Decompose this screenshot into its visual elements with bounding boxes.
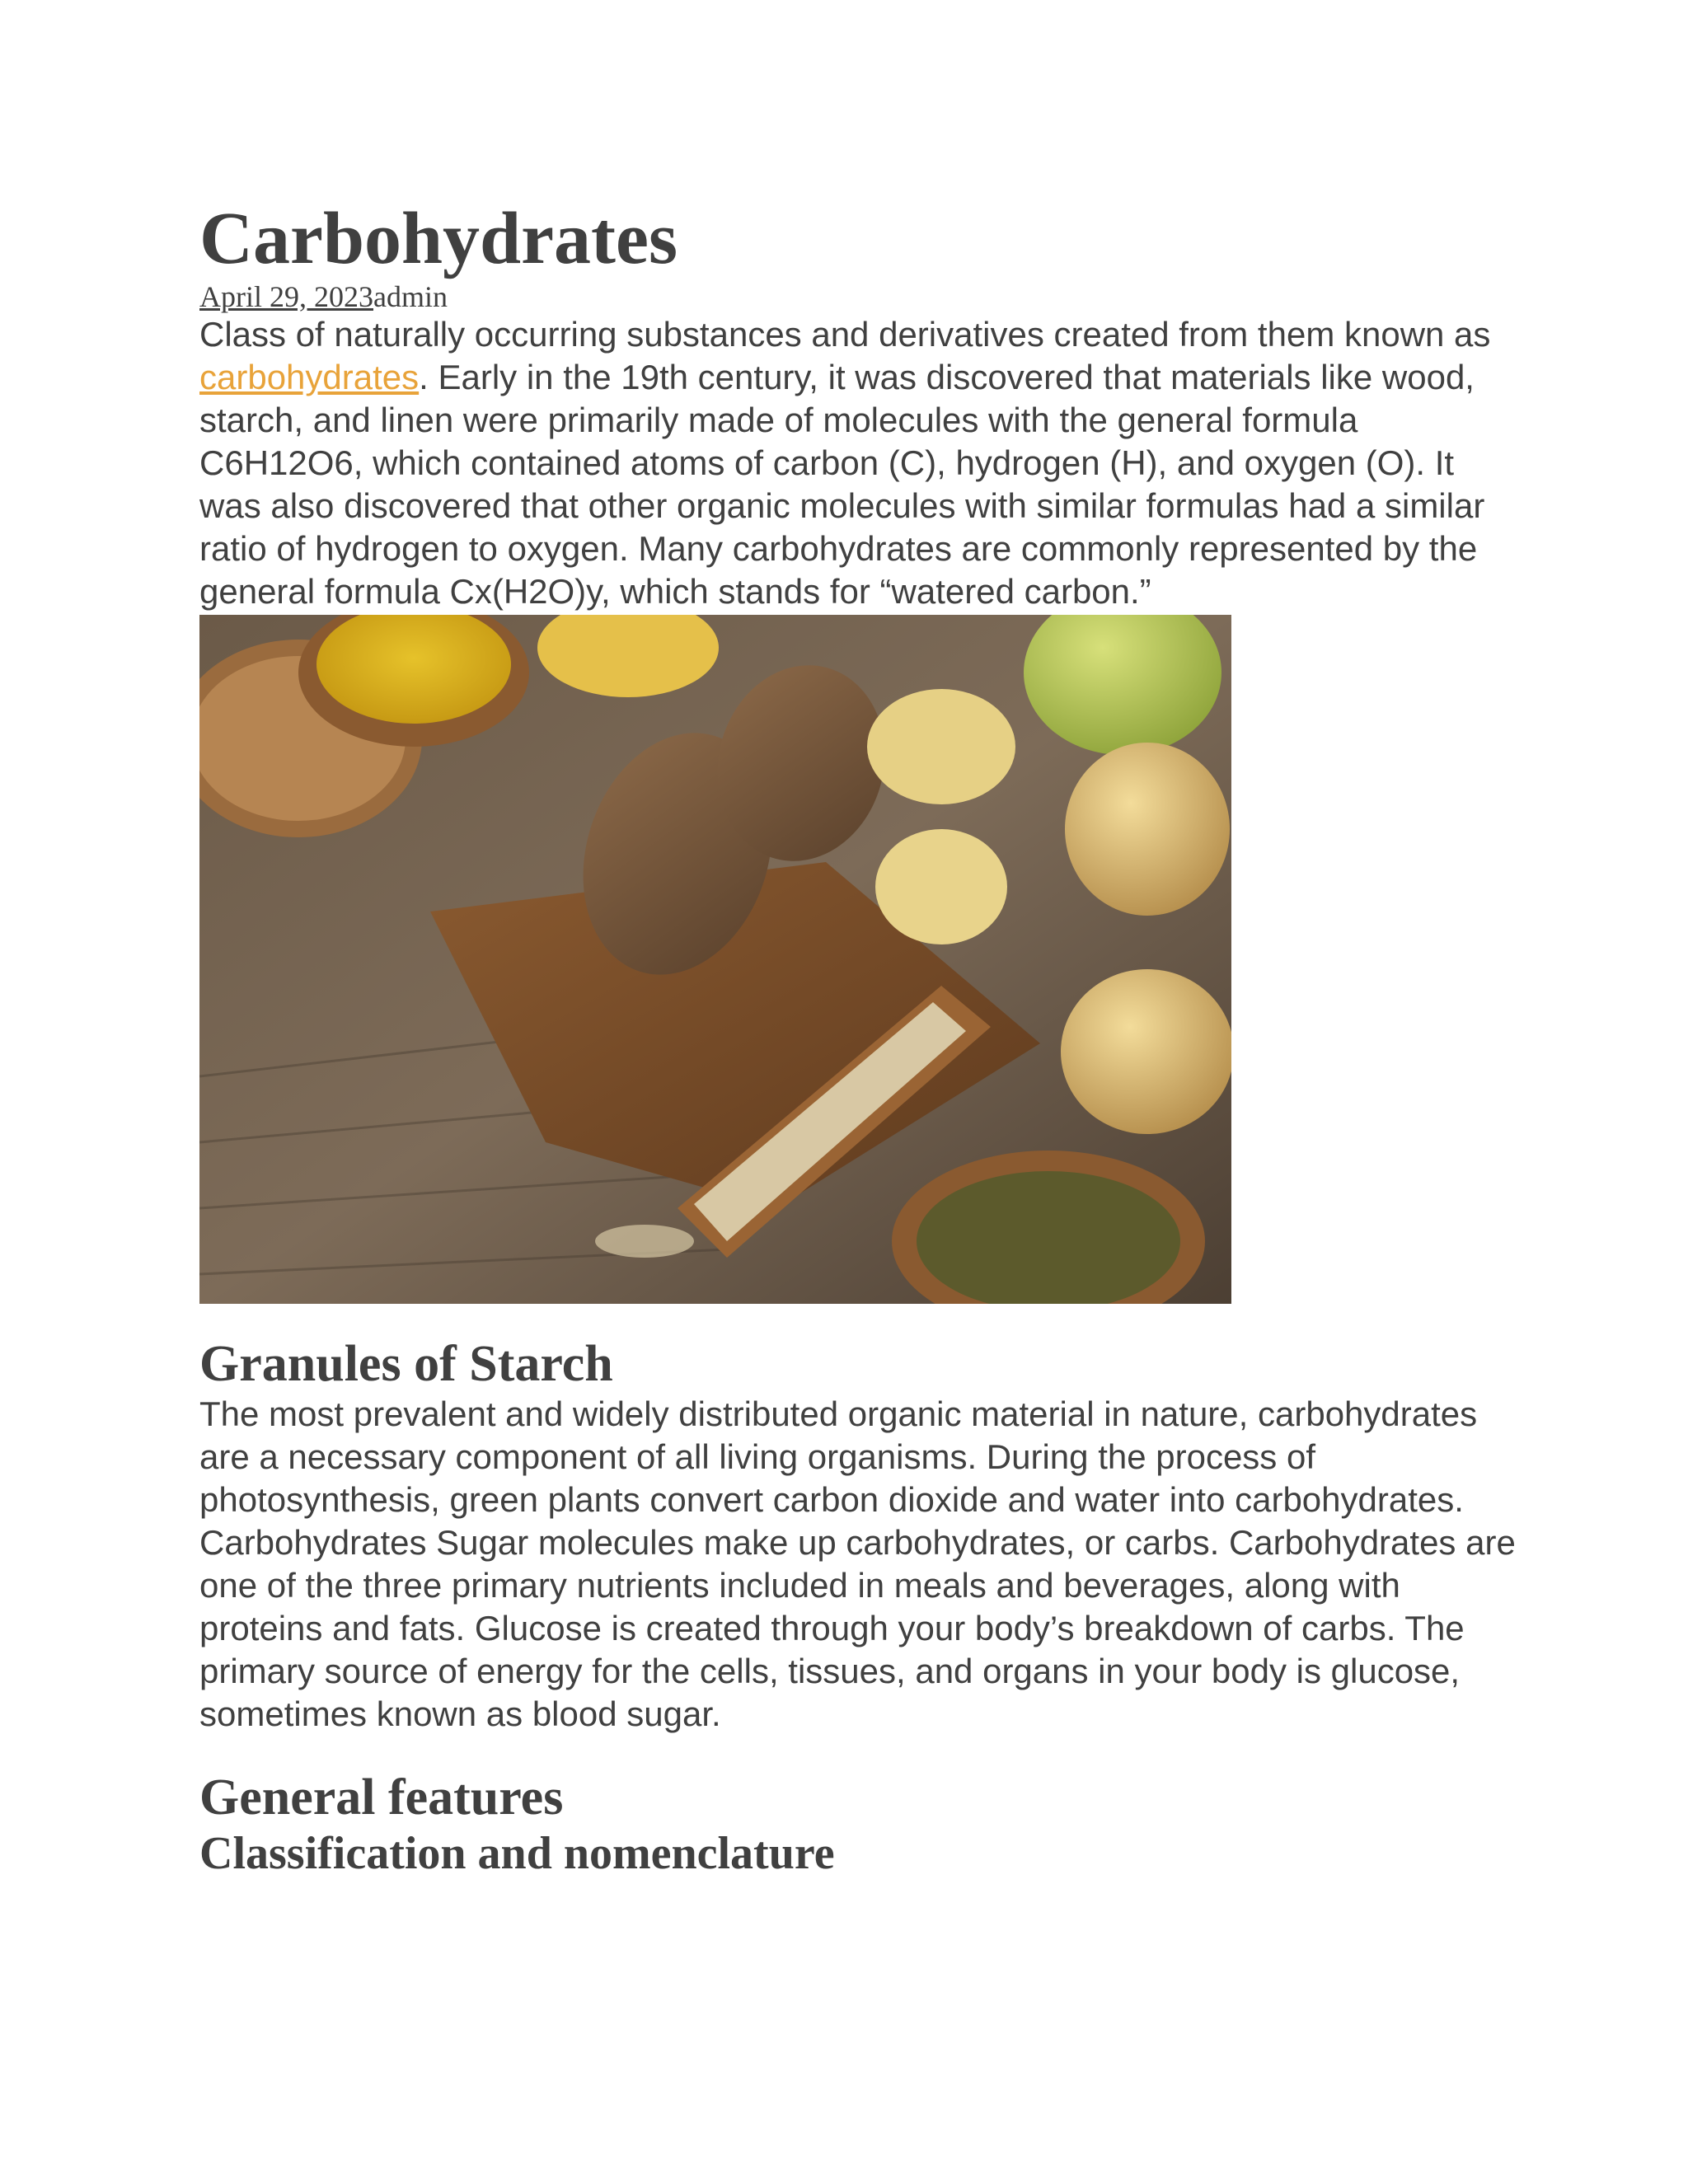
intro-text-end: . Early in the 19th century, it was discovered that materials like wood, starch, and linen were primarily made of molecules with the general formula C6H12O6, which contained atoms of carbon (C), hydrogen (H), and oxygen (O). It was also discovered that other organic molecules with similar formulas had a similar ratio of hydrogen to oxygen. Many carbohydrates are commonly represented by the general formula Cx(H2O)y, which stands for “watered carbon.” xyxy=(199,358,1485,611)
post-author: admin xyxy=(373,280,448,313)
section-heading-starch: Granules of Starch xyxy=(199,1336,613,1392)
subheading-classification: Classification and nomenclature xyxy=(199,1828,835,1879)
carbohydrates-link[interactable]: carbohydrates xyxy=(199,358,420,396)
section-heading-general-features: General features xyxy=(199,1769,564,1825)
carbohydrate-foods-image xyxy=(199,615,1231,1304)
starch-paragraph: The most prevalent and widely distributed organic material in nature, carbohydrates are a necessary component of all living organisms. During the process of photosynthesis, green plants convert carbon dioxide and water into carbohydrates. Carbohydrates Sugar molecules make up carbohydrates, or carbs. Carbohydrates are one of the three primary nutrients included in meals and beverages, along with proteins and fats. Glucose is created through your body’s breakdown of carbs. The primary source of energy for the cells, tissues, and organs in your body is glucose, sometimes known as blood sugar. xyxy=(199,1394,1516,1733)
article-title: Carbohydrates xyxy=(199,198,678,279)
intro-paragraph xyxy=(199,313,1518,613)
post-meta xyxy=(199,280,1518,313)
post-date-link[interactable]: April 29, 2023 xyxy=(199,280,373,313)
article xyxy=(199,198,1518,1881)
intro-text-start: Class of naturally occurring substances and derivatives created from them known as xyxy=(199,315,1491,354)
